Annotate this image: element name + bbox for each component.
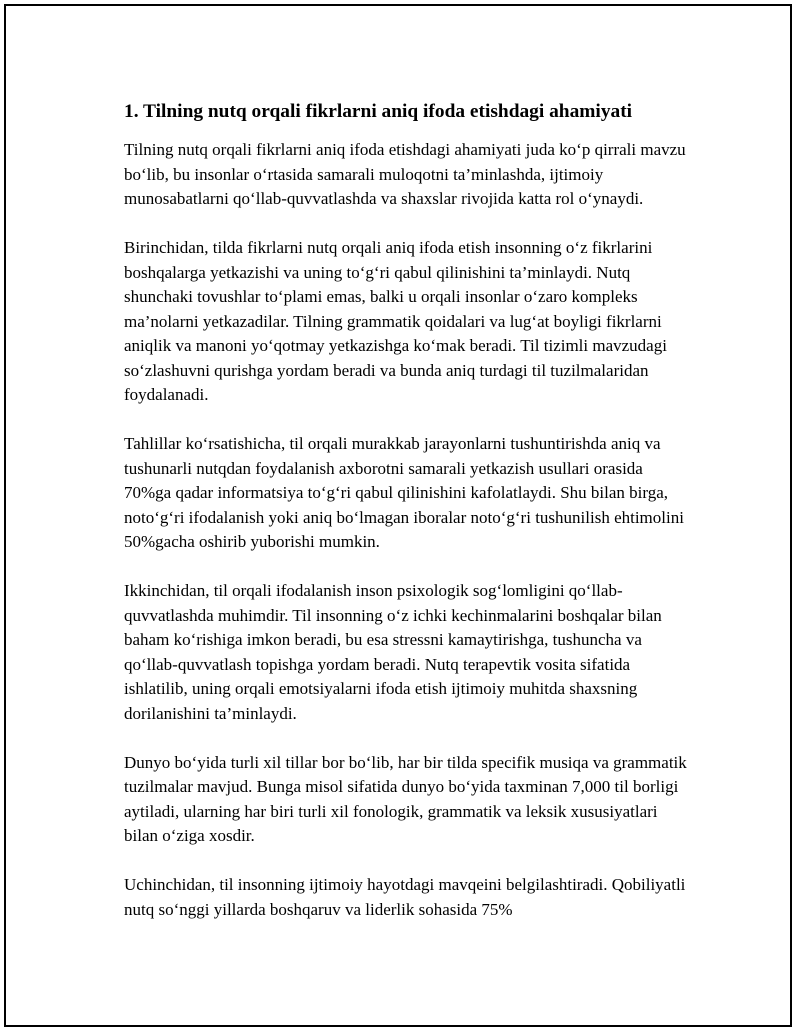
paragraph-5: Dunyo bo‘yida turli xil tillar bor bo‘lib, har bir tilda specifik musiqa va grammatik tuzilmalar mavjud. Bunga misol sifatida dunyo bo‘yida taxminan 7,000 til borligi aytiladi, ularning har biri turli xil fonologik, grammatik va leksik xususiyatlari bilan o‘ziga xosdir.	[124, 752, 687, 845]
paragraph-2: Birinchidan, tilda fikrlarni nutq orqali aniq ifoda etish insonning o‘z fikrlarini boshqalarga yetkazishi va uning to‘g‘ri qabul qilinishini ta’minlaydi. Nutq shunchaki tovushlar to‘plami emas, balki u orqali insonlar o‘zaro kompleks ma’nolarni yetkazadilar. Tilning grammatik qoidalari va lug‘at boyligi fikrlarni aniqlik va manoni yo‘qotmay yetkazishga ko‘mak beradi. Til tizimli mavzudagi so‘zlashuvni qurishga yordam beradi va bunda aniq turdagi til tuzilmalaridan foydalanadi.	[124, 238, 667, 404]
section-heading: 1. Tilning nutq orqali fikrlarni aniq ifoda etishdagi ahamiyati	[124, 101, 633, 122]
paragraph-6: Uchinchidan, til insonning ijtimoiy hayotdagi mavqeini belgilashtiradi. Qobiliyatli nutq so‘nggi yillarda boshqaruv va liderlik sohasida 75%	[124, 875, 686, 919]
paragraph-1: Tilning nutq orqali fikrlarni aniq ifoda etishdagi ahamiyati juda ko‘p qirrali mavzu bo‘lib, bu insonlar o‘rtasida samarali muloqotni ta’minlashda, ijtimoiy munosabatlarni qo‘llab-quvvatlashda va shaxslar rivojida katta rol o‘ynaydi.	[124, 140, 686, 208]
page-frame	[4, 4, 792, 1027]
paragraph-4: Ikkinchidan, til orqali ifodalanish inson psixologik sog‘lomligini qo‘llab-quvvatlashda muhimdir. Til insonning o‘z ichki kechinmalarini boshqalar bilan baham ko‘rishiga imkon beradi, bu esa stressni kamaytirishga, tushuncha va qo‘llab-quvvatlash topishga yordam beradi. Nutq terapevtik vosita sifatida ishlatilib, uning orqali emotsiyalarni ifoda etish ijtimoiy muhitda shaxsning dorilanishini ta’minlaydi.	[124, 581, 662, 723]
document-body	[124, 98, 694, 947]
paragraph-3: Tahlillar ko‘rsatishicha, til orqali murakkab jarayonlarni tushuntirishda aniq va tushunarli nutqdan foydalanish axborotni samarali yetkazish usullari orasida 70%ga qadar informatsiya to‘g‘ri qabul qilinishini kafolatlaydi. Shu bilan birga, noto‘g‘ri ifodalanish yoki aniq bo‘lmagan iboralar noto‘g‘ri tushunilish ehtimolini 50%gacha oshirib yuborishi mumkin.	[124, 434, 684, 551]
